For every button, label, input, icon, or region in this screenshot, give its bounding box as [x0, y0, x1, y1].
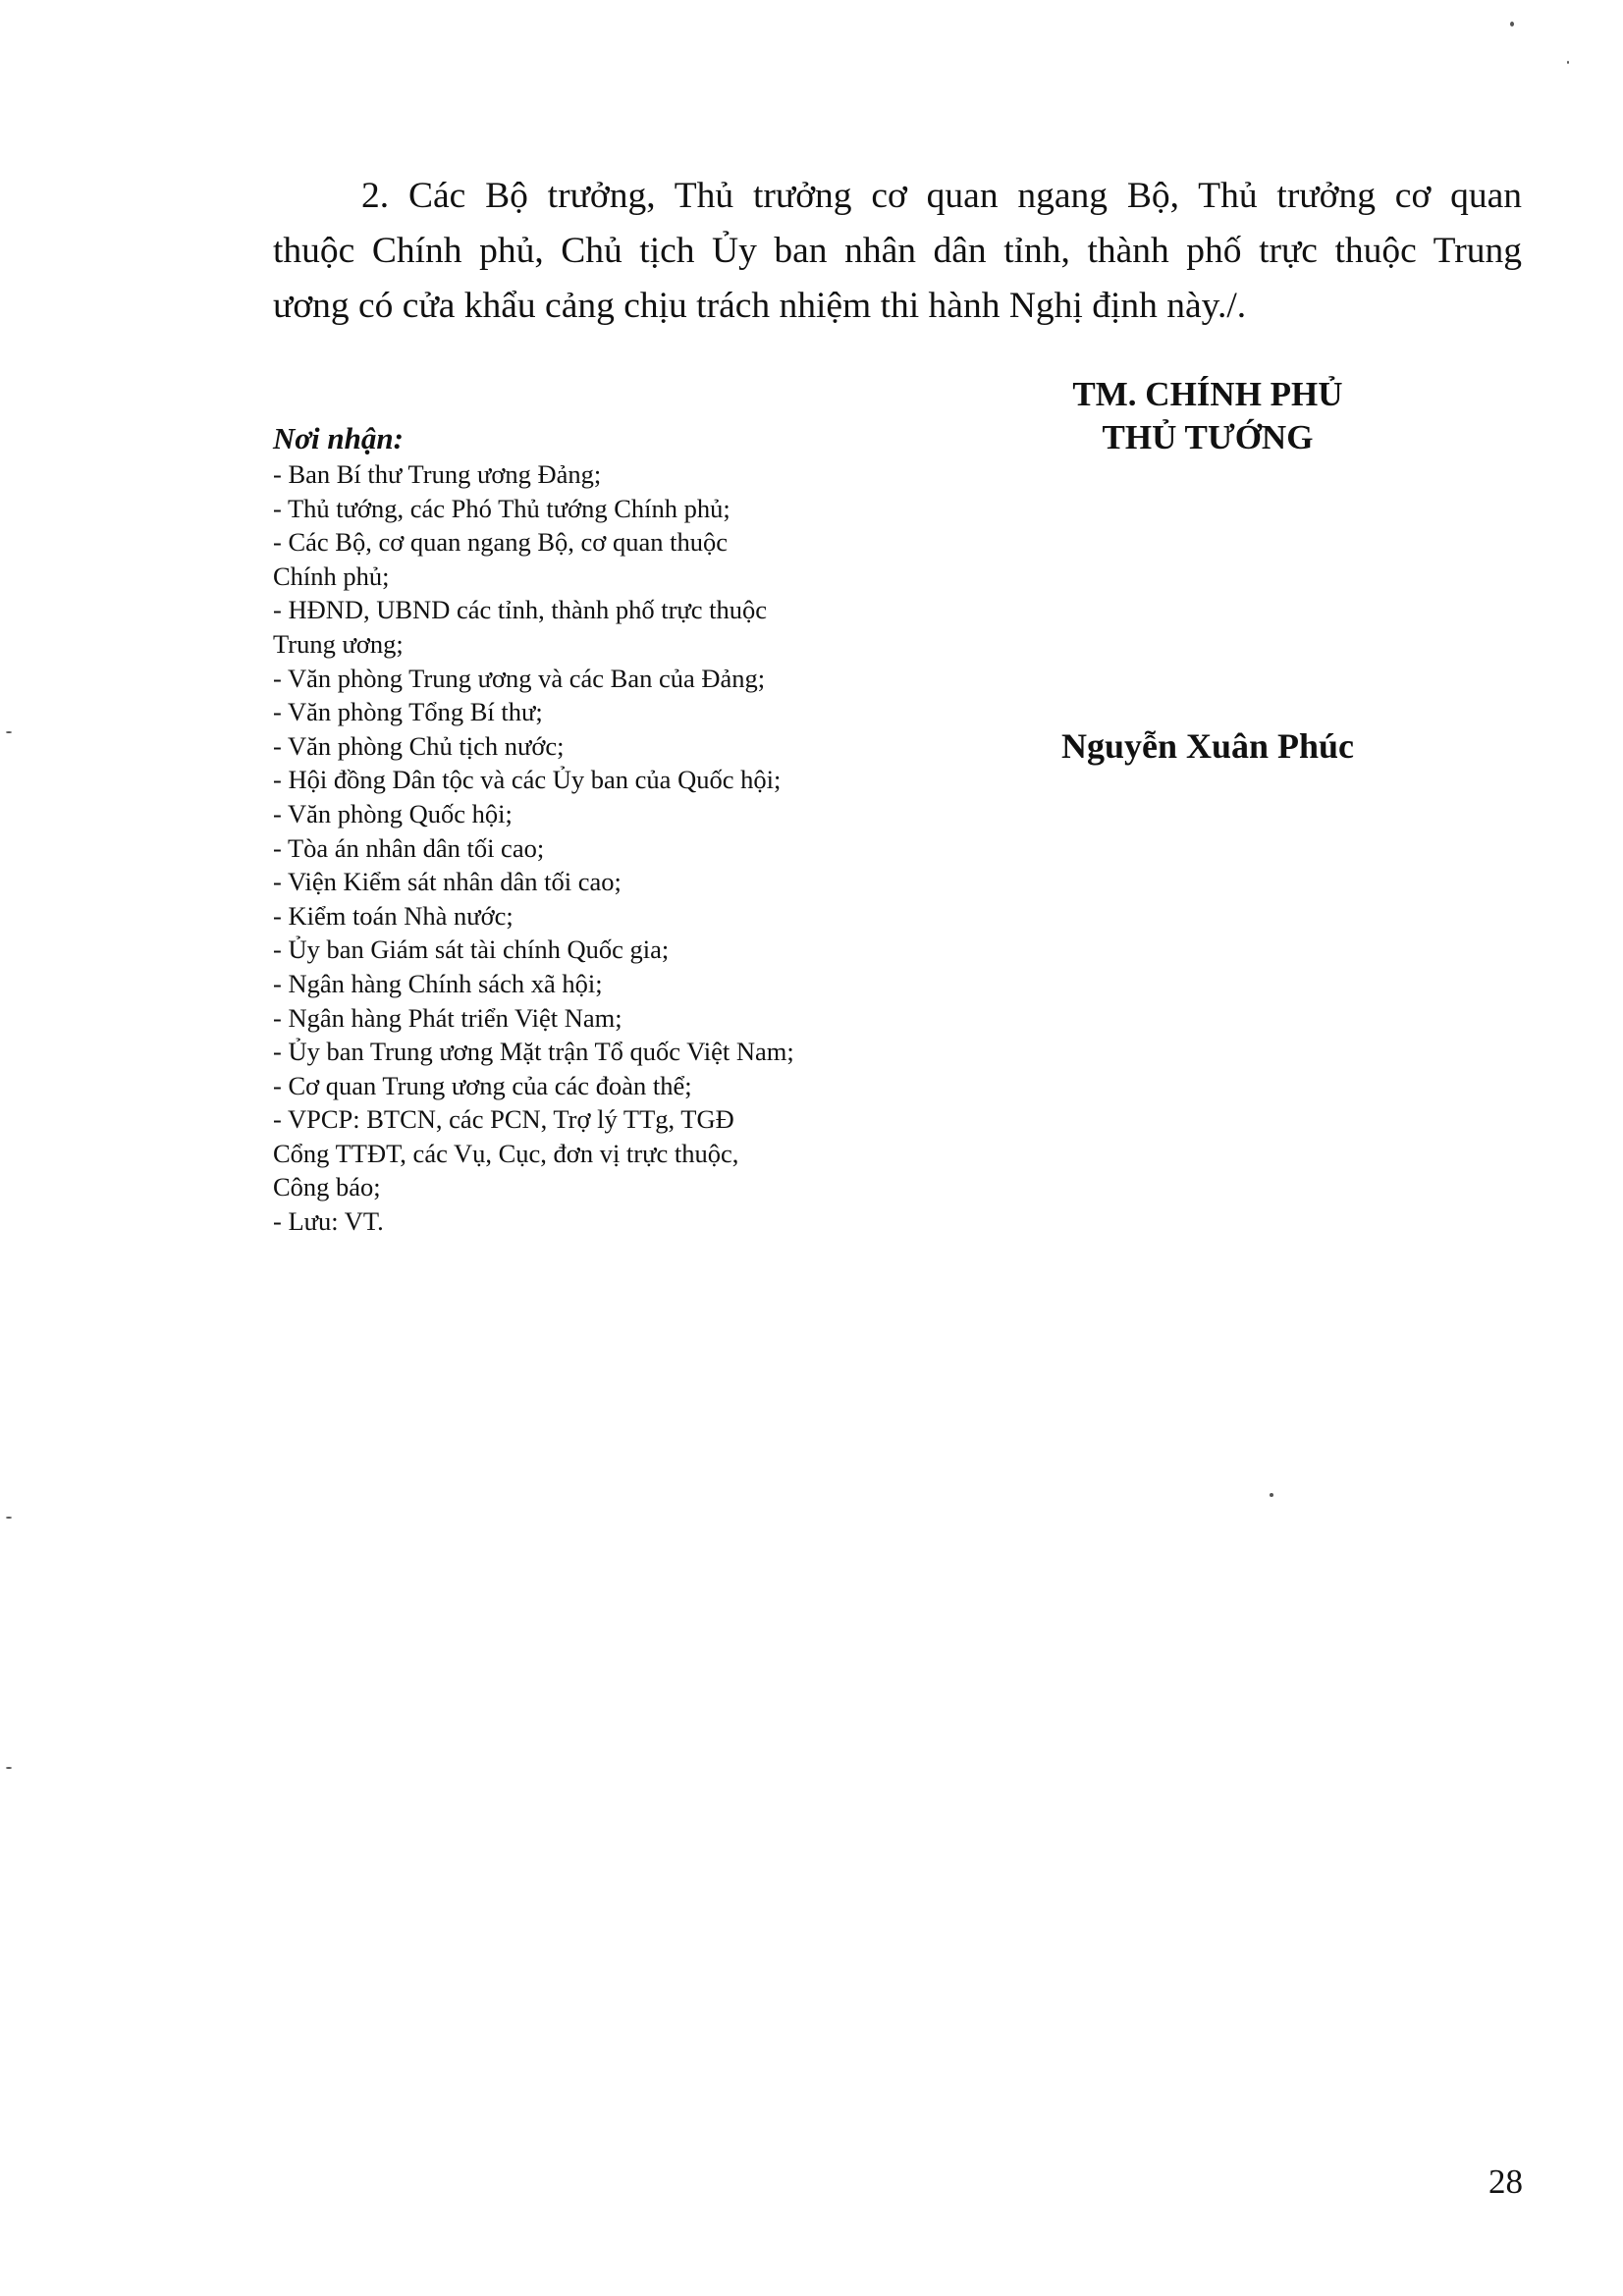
recipient-line: - Văn phòng Chủ tịch nước; — [273, 730, 565, 761]
list-item — [273, 1102, 901, 1204]
recipient-line: Chính phủ; — [273, 561, 390, 591]
recipient-line: Trung ương; — [273, 628, 404, 659]
recipient-line: - Các Bộ, cơ quan ngang Bộ, cơ quan thuộc — [273, 527, 728, 558]
recipient-line: - Văn phòng Trung ương và các Ban của Đảng; — [273, 663, 766, 693]
list-item — [273, 763, 901, 797]
recipient-line: - Tòa án nhân dân tối cao; — [273, 832, 545, 863]
scan-speck — [6, 731, 12, 733]
signature-authority: TM. CHÍNH PHỦ — [1072, 375, 1343, 413]
recipient-line: - Ủy ban Trung ương Mặt trận Tổ quốc Việt Nam; — [273, 1037, 794, 1067]
recipient-line: Công báo; — [273, 1172, 381, 1202]
list-item — [273, 1204, 901, 1239]
list-item — [273, 1069, 901, 1103]
recipients-block — [273, 420, 901, 1239]
list-item — [273, 593, 901, 661]
list-item — [273, 865, 901, 899]
signature-block — [972, 373, 1443, 459]
recipient-line: Cổng TTĐT, các Vụ, Cục, đơn vị trực thuộc, — [273, 1138, 739, 1168]
recipient-line: - Ủy ban Giám sát tài chính Quốc gia; — [273, 934, 670, 965]
scan-speck — [1510, 22, 1514, 27]
body-paragraph — [273, 169, 1522, 334]
recipient-line: - Lưu: VT. — [273, 1206, 384, 1237]
page-number: 28 — [1488, 2163, 1523, 2201]
scan-speck — [1270, 1493, 1273, 1497]
paragraph-line: ương có cửa khẩu cảng chịu trách nhiệm thi hành Nghị định này./. — [273, 286, 1247, 326]
recipient-line: - Kiểm toán Nhà nước; — [273, 900, 514, 931]
recipient-line: - Ngân hàng Chính sách xã hội; — [273, 968, 603, 998]
recipient-line: - Văn phòng Tổng Bí thư; — [273, 697, 543, 727]
recipient-line: - Thủ tướng, các Phó Thủ tướng Chính phủ; — [273, 493, 730, 523]
list-item — [273, 695, 901, 729]
recipient-line: - Cơ quan Trung ương của các đoàn thể; — [273, 1070, 692, 1100]
recipient-line: - VPCP: BTCN, các PCN, Trợ lý TTg, TGĐ — [273, 1104, 734, 1135]
recipient-line: - HĐND, UBND các tỉnh, thành phố trực thuộc — [273, 595, 768, 625]
signer-name: Nguyễn Xuân Phúc — [1060, 726, 1355, 766]
recipient-line: - Hội đồng Dân tộc và các Ủy ban của Quốc hội; — [273, 765, 782, 795]
list-item — [273, 1001, 901, 1036]
recipient-line: - Văn phòng Quốc hội; — [273, 798, 513, 828]
list-item — [273, 729, 901, 764]
paragraph-line: 2. Các Bộ trưởng, Thủ trưởng cơ quan ngang Bộ, Thủ trưởng cơ quan — [361, 176, 1522, 216]
paragraph-line: thuộc Chính phủ, Chủ tịch Ủy ban nhân dân tỉnh, thành phố trực thuộc Trung — [273, 231, 1522, 271]
recipients-list — [273, 457, 901, 1239]
list-item — [273, 1035, 901, 1069]
list-item — [273, 899, 901, 934]
list-item — [273, 525, 901, 593]
list-item — [273, 457, 901, 492]
scan-speck — [6, 1767, 12, 1769]
list-item — [273, 933, 901, 967]
list-item — [273, 492, 901, 526]
list-item — [273, 831, 901, 866]
scan-speck — [6, 1517, 12, 1519]
recipient-line: - Viện Kiểm sát nhân dân tối cao; — [273, 867, 622, 897]
list-item — [273, 967, 901, 1001]
recipients-title: Nơi nhận: — [273, 421, 404, 455]
recipient-line: - Ngân hàng Phát triển Việt Nam; — [273, 1002, 622, 1033]
signature-title: THỦ TƯỚNG — [1102, 418, 1314, 456]
list-item — [273, 797, 901, 831]
scan-speck — [1567, 61, 1569, 64]
recipient-line: - Ban Bí thư Trung ương Đảng; — [273, 459, 602, 489]
list-item — [273, 662, 901, 696]
